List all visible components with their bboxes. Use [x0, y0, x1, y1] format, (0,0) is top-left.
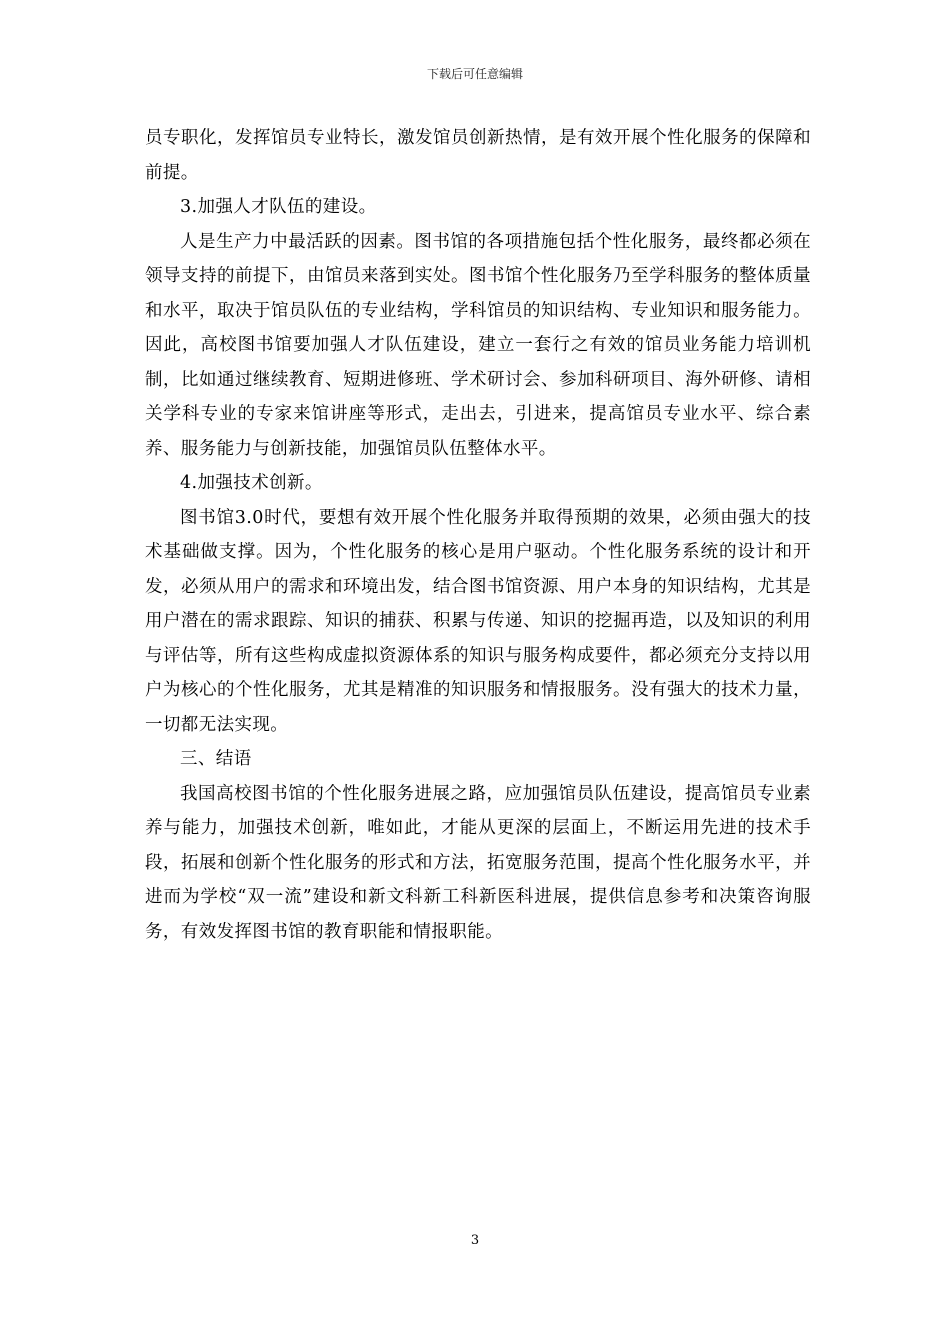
document-body	[145, 121, 811, 949]
paragraph-conclusion: 我国高校图书馆的个性化服务进展之路，应加强馆员队伍建设，提高馆员专业素养与能力，加强技术创新，唯如此，才能从更深的层面上，不断运用先进的技术手段，拓展和创新个性化服务的形式和方法，拓宽服务范围，提高个性化服务水平，并进而为学校“双一流”建设和新文科新工科新医科进展，提供信息参考和决策咨询服务，有效发挥图书馆的教育职能和情报职能。	[145, 783, 811, 942]
paragraph-continued: 员专职化，发挥馆员专业特长，激发馆员创新热情，是有效开展个性化服务的保障和前提。	[145, 128, 811, 183]
section-heading-tech-innovation: 4.加强技术创新。	[180, 473, 323, 493]
paragraph-tech-innovation: 图书馆3.0时代，要想有效开展个性化服务并取得预期的效果，必须由强大的技术基础做支撑。因为，个性化服务的核心是用户驱动。个性化服务系统的设计和开发，必须从用户的需求和环境出发，结合图书馆资源、用户本身的知识结构，尤其是用户潜在的需求跟踪、知识的捕获、积累与传递、知识的挖掘再造，以及知识的利用与评估等，所有这些构成虚拟资源体系的知识与服务构成要件，都必须充分支持以用户为核心的个性化服务，尤其是精准的知识服务和情报服务。没有强大的技术力量，一切都无法实现。	[145, 507, 811, 735]
section-heading-talent-team: 3.加强人才队伍的建设。	[180, 197, 377, 217]
paragraph-talent-team: 人是生产力中最活跃的因素。图书馆的各项措施包括个性化服务，最终都必须在领导支持的前提下，由馆员来落到实处。图书馆个性化服务乃至学科服务的整体质量和水平，取决于馆员队伍的专业结构，学科馆员的知识结构、专业知识和服务能力。因此，高校图书馆要加强人才队伍建设，建立一套行之有效的馆员业务能力培训机制，比如通过继续教育、短期进修班、学术研讨会、参加科研项目、海外研修、请相关学科专业的专家来馆讲座等形式，走出去，引进来，提高馆员专业水平、综合素养、服务能力与创新技能，加强馆员队伍整体水平。	[145, 231, 811, 459]
page-header: 下载后可任意编辑	[426, 67, 523, 81]
section-heading-conclusion: 三、结语	[180, 749, 252, 769]
page-number: 3	[470, 1233, 480, 1248]
